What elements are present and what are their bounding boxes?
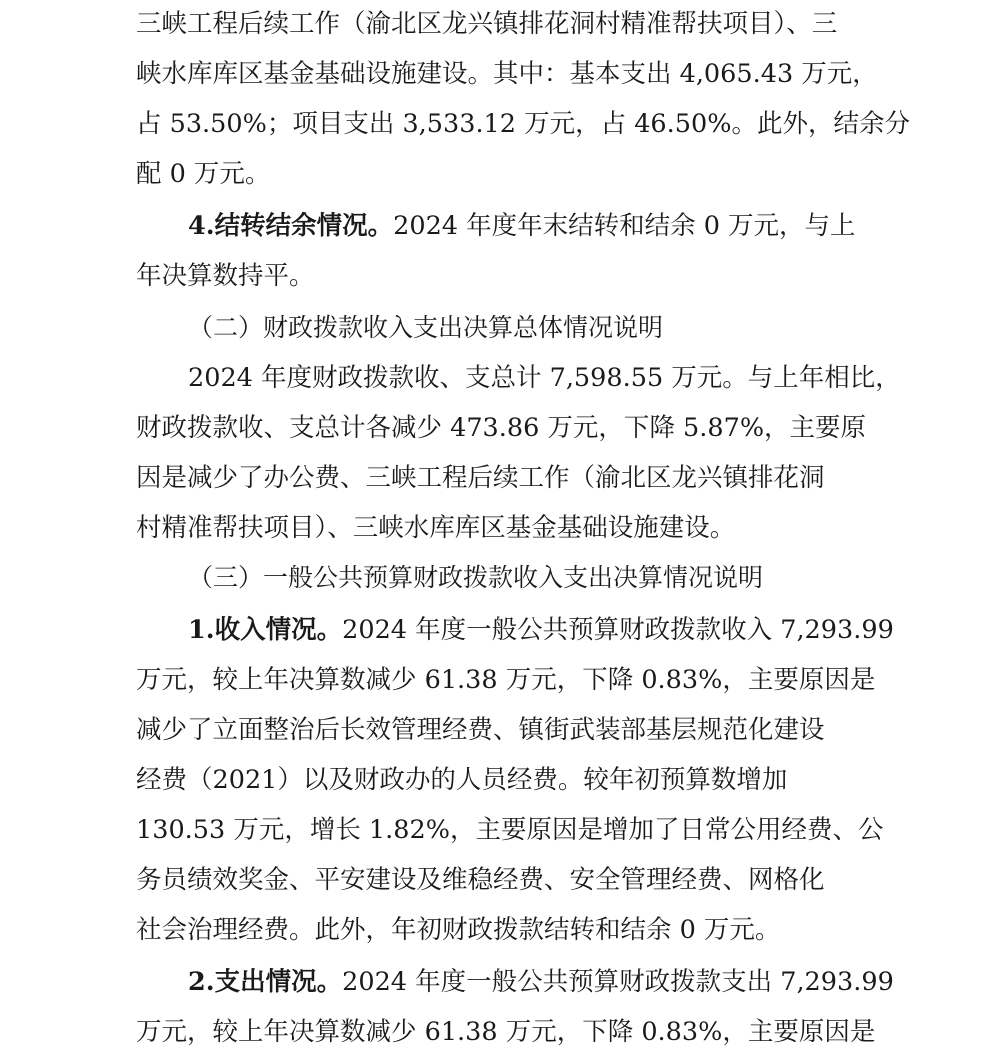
paragraph-text: 2024 年度一般公共预算财政拨款支出 7,293.99 bbox=[342, 967, 894, 997]
paragraph-line: 财政拨款收、支总计各减少 473.86 万元，下降 5.87%，主要原 bbox=[136, 413, 867, 443]
paragraph-line: 务员绩效奖金、平安建设及维稳经费、安全管理经费、网格化 bbox=[136, 865, 825, 895]
section-lead: 2.支出情况。 bbox=[188, 967, 343, 997]
paragraph-text: 2024 年度一般公共预算财政拨款收入 7,293.99 bbox=[342, 615, 894, 645]
paragraph-line bbox=[188, 614, 894, 648]
section-heading: （三）一般公共预算财政拨款收入支出决算情况说明 bbox=[188, 563, 764, 592]
paragraph-line: 2024 年度财政拨款收、支总计 7,598.55 万元。与上年相比， bbox=[188, 363, 901, 393]
paragraph-text: 2024 年度年末结转和结余 0 万元，与上 bbox=[393, 211, 856, 241]
paragraph-line: 占 53.50%；项目支出 3,533.12 万元，占 46.50%。此外，结余分 bbox=[136, 109, 910, 139]
paragraph-line: 减少了立面整治后长效管理经费、镇街武装部基层规范化建设 bbox=[136, 715, 825, 745]
paragraph-line: 万元，较上年决算数减少 61.38 万元，下降 0.83%，主要原因是 bbox=[136, 665, 876, 695]
paragraph-line: 万元，较上年决算数减少 61.38 万元，下降 0.83%，主要原因是 bbox=[136, 1017, 876, 1047]
paragraph-line bbox=[188, 210, 856, 244]
section-lead: 4.结转结余情况。 bbox=[188, 211, 394, 241]
section-lead: 1.收入情况。 bbox=[188, 615, 343, 645]
paragraph-line: 峡水库库区基金基础设施建设。其中：基本支出 4,065.43 万元， bbox=[136, 59, 878, 89]
paragraph-line: 三峡工程后续工作（渝北区龙兴镇排花洞村精准帮扶项目）、三 bbox=[136, 9, 838, 39]
section-heading: （二）财政拨款收入支出决算总体情况说明 bbox=[188, 313, 664, 342]
paragraph-line: 130.53 万元，增长 1.82%，主要原因是增加了日常公用经费、公 bbox=[136, 815, 884, 845]
paragraph-line bbox=[188, 966, 894, 1000]
paragraph-line: 社会治理经费。此外，年初财政拨款结转和结余 0 万元。 bbox=[136, 915, 781, 945]
paragraph-line: 配 0 万元。 bbox=[136, 159, 271, 189]
paragraph-line: 村精准帮扶项目）、三峡水库库区基金基础设施建设。 bbox=[136, 513, 736, 543]
paragraph-line: 因是减少了办公费、三峡工程后续工作（渝北区龙兴镇排花洞 bbox=[136, 463, 825, 493]
paragraph-line: 经费（2021）以及财政办的人员经费。较年初预算数增加 bbox=[136, 765, 788, 795]
paragraph-line: 年决算数持平。 bbox=[136, 261, 315, 291]
